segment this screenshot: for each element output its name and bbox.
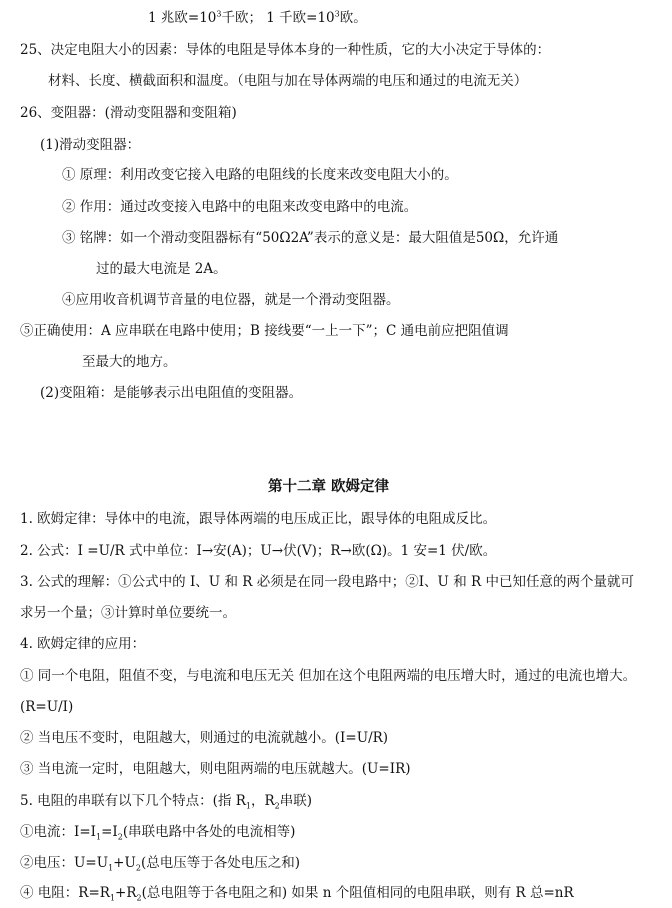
ohm-application-1a: ① 同一个电阻，阻值不变，与电流和电压无关 但加在这个电阻两端的电压增大时，通过的电流也增大。 — [20, 668, 637, 684]
item26-function: ② 作用：通过改变接入电路中的电阻来改变电路中的电流。 — [62, 199, 418, 215]
series-heading: 5. 电阻的串联有以下几个特点：(指 $R_1$，$R_2$串联) — [20, 793, 313, 811]
units-line: 1 兆欧$=10^3$千欧； 1 千欧$=10^3$欧。 — [148, 9, 367, 26]
item25-line2: 材料、长度、横截面积和温度。（电阻与加在导体两端的电压和通过的电流无关） — [48, 73, 528, 89]
series-voltage: ②电压：$U=U_1+U_2$(总电压等于各处电压之和) — [20, 855, 301, 873]
item25-line1: 25、决定电阻大小的因素：导体的电阻是导体本身的一种性质，它的大小决定于导体的： — [20, 42, 551, 58]
item26-sub2: (2)变阻箱：是能够表示出电阻值的变阻器。 — [40, 385, 303, 401]
item26-principle: ① 原理：利用改变它接入电路的电阻线的长度来改变电阻大小的。 — [62, 167, 458, 183]
item26-nameplate1: ③ 铭牌：如一个滑动变阻器标有“50Ω2A”表示的意义是：最大阻值是50Ω，允许通 — [62, 230, 559, 246]
ohm-law: 1. 欧姆定律：导体中的电流，跟导体两端的电压成正比，跟导体的电阻成反比。 — [20, 511, 497, 527]
formula-understanding-1: 3. 公式的理解：①公式中的 I、U 和 R 必须是在同一段电路中；②I、U 和 R 中已知任意的两个量就可 — [20, 574, 634, 590]
item26-application: ④应用收音机调节音量的电位器，就是一个滑动变阻器。 — [62, 292, 400, 308]
series-resistance: ④ 电阻：$R=R_1+R_2$(总电阻等于各电阻之和) 如果 n 个阻值相同的电阻串联，则有 R 总=nR — [20, 885, 574, 903]
ohm-application-heading: 4. 欧姆定律的应用： — [20, 636, 146, 652]
series-current: ①电流：$I=I_1=I_2$(串联电路中各处的电流相等) — [20, 824, 296, 842]
item26-usage1: ⑤正确使用：A 应串联在电路中使用；B 接线要“一上一下”；C 通电前应把阻值调 — [20, 323, 509, 339]
ohm-formula: 2. 公式：I =U/R 式中单位：I→安(A)；U→伏(V)；R→欧(Ω)。1 安=1 伏/欧。 — [20, 543, 497, 559]
item26-heading: 26、变阻器：(滑动变阻器和变阻箱) — [20, 105, 237, 121]
item26-usage2: 至最大的地方。 — [82, 354, 177, 370]
item26-nameplate2: 过的最大电流是 2A。 — [96, 261, 227, 277]
chapter-title: 第十二章 欧姆定律 — [268, 478, 390, 495]
ohm-application-3: ③ 当电流一定时，电阻越大，则电阻两端的电压就越大。(U=IR) — [20, 761, 411, 777]
ohm-application-2: ② 当电压不变时，电阻越大，则通过的电流就越小。(I=U/R) — [20, 730, 389, 746]
ohm-application-1b: (R=U/I) — [20, 699, 74, 715]
item26-sub1: (1)滑动变阻器： — [40, 137, 141, 153]
formula-understanding-2: 求另一个量；③计算时单位要统一。 — [20, 605, 236, 621]
